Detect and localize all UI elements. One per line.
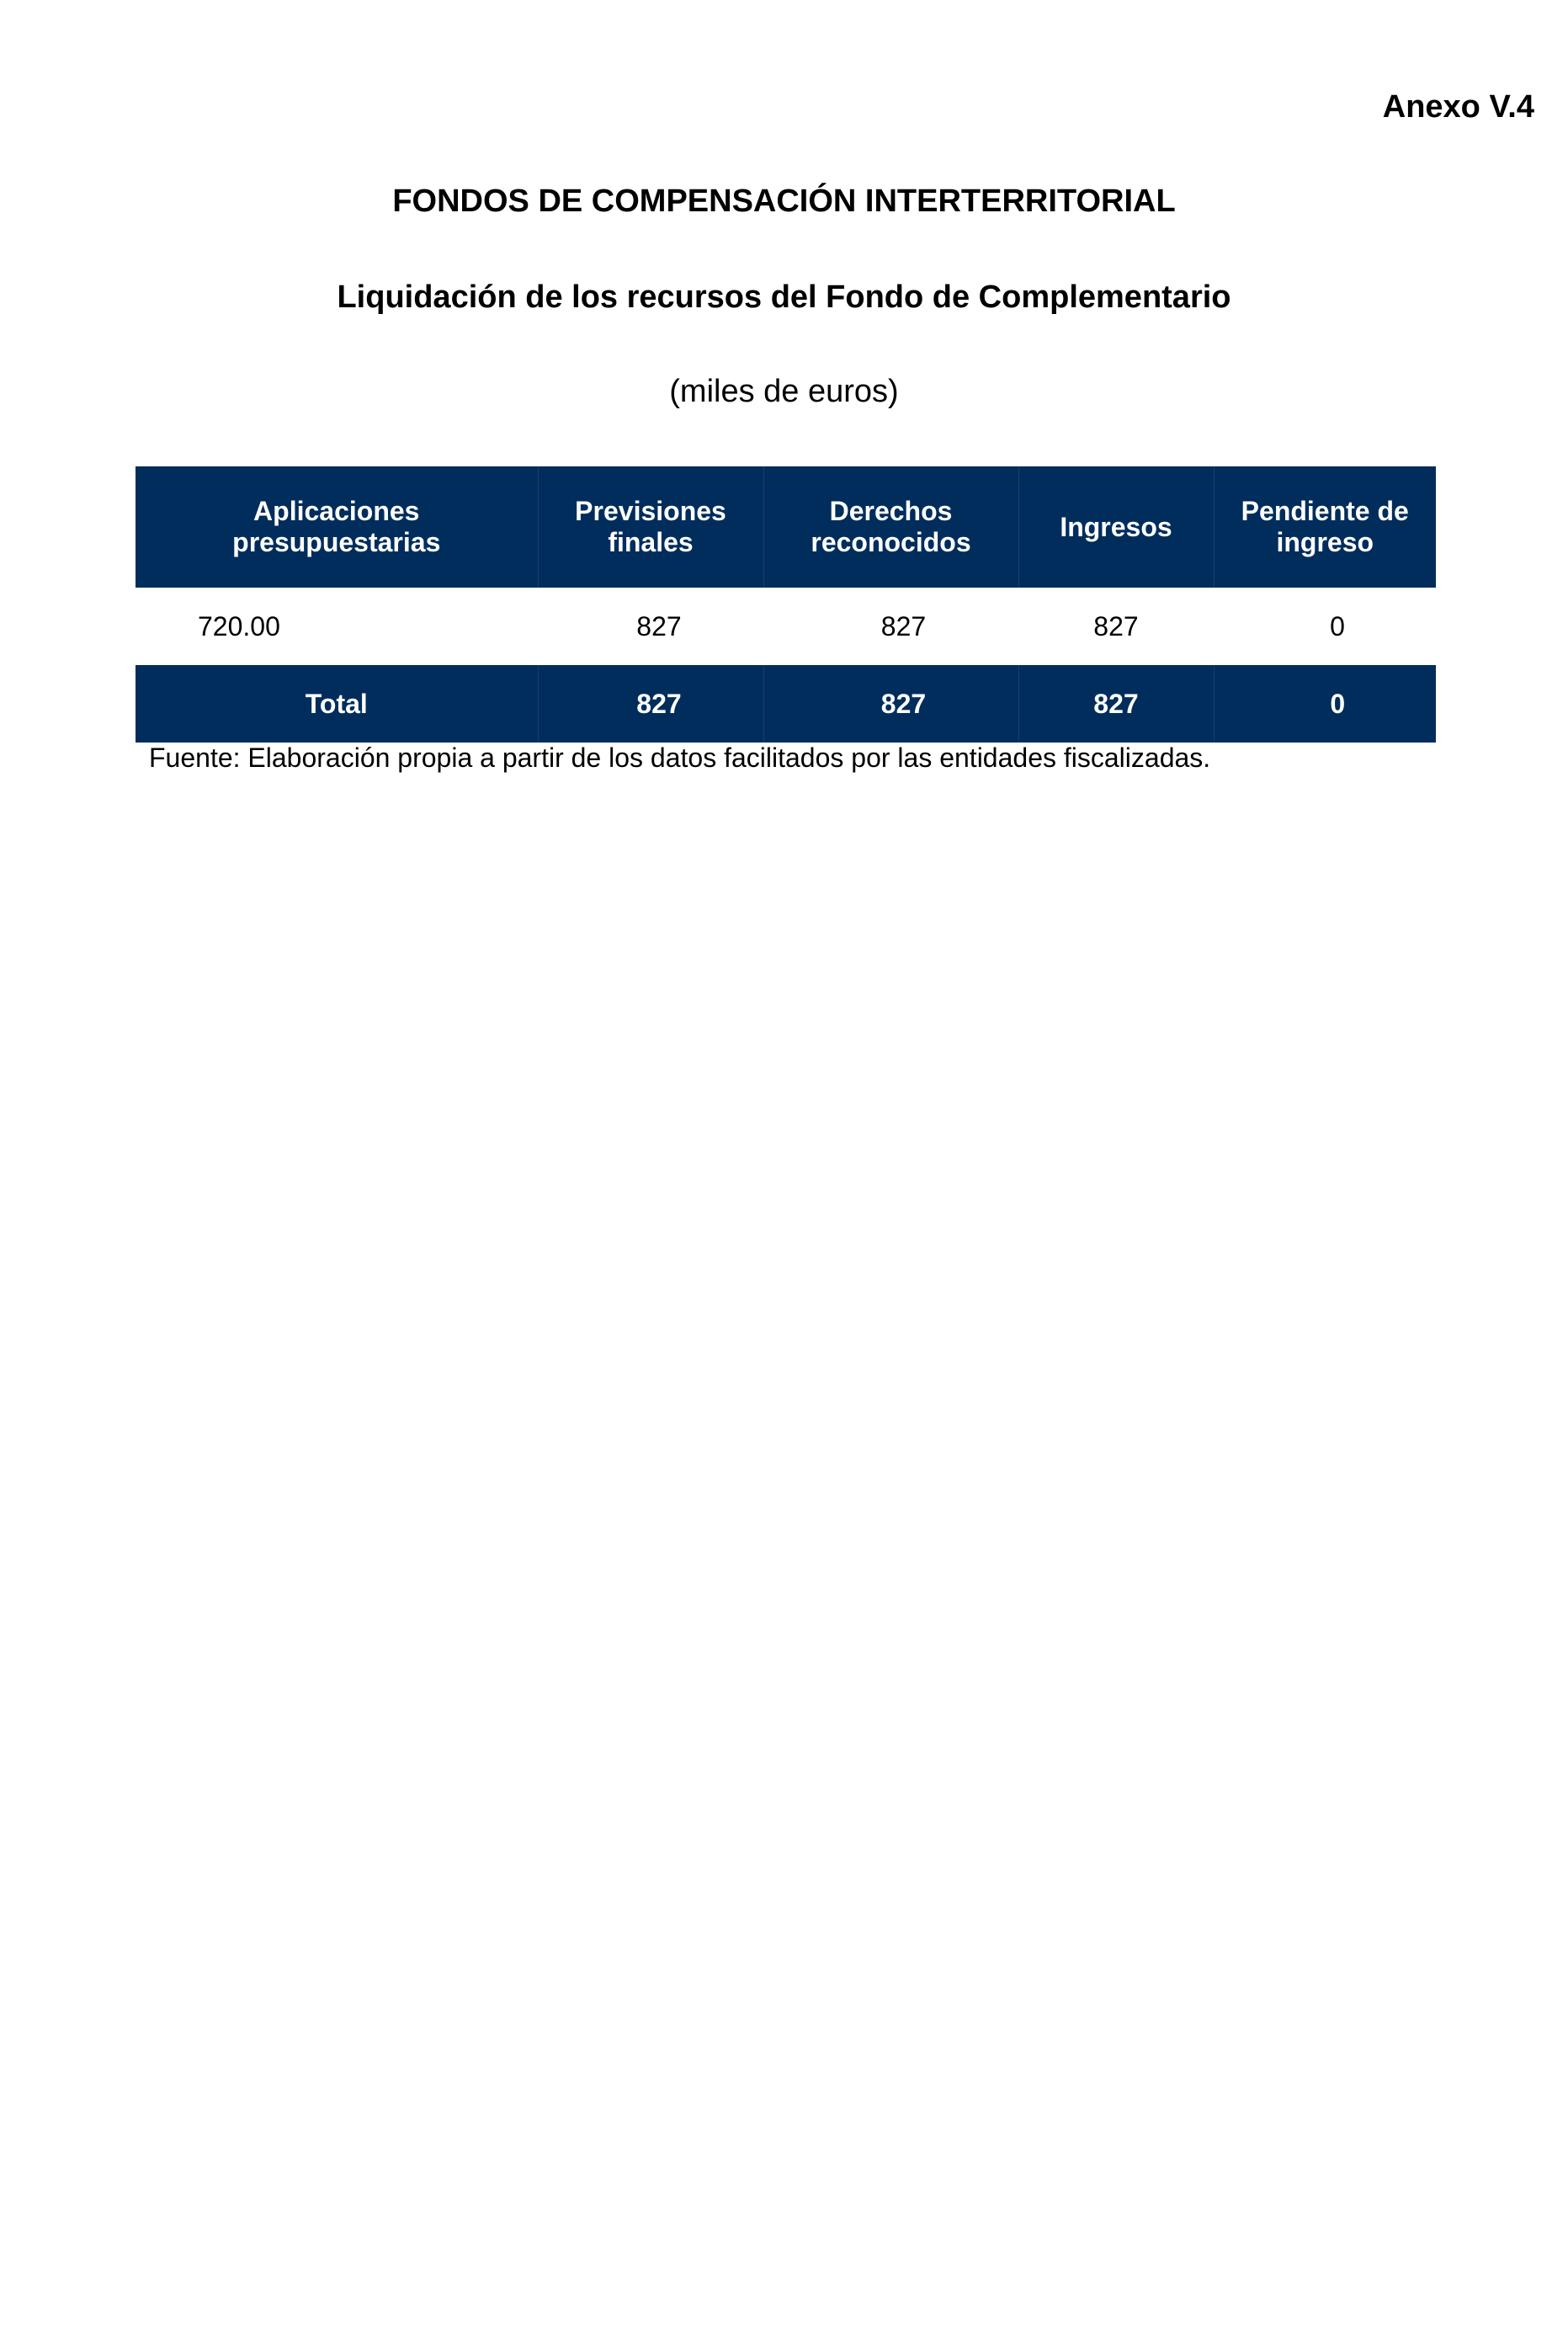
header-line: Derechos: [829, 496, 953, 526]
cell-previsiones: 827: [636, 610, 682, 641]
header-ingresos: [1018, 466, 1214, 588]
total-row: [136, 665, 1436, 743]
total-label: Total: [136, 665, 538, 743]
header-pendiente: [1214, 466, 1436, 588]
liquidation-table-container: [136, 466, 1436, 743]
header-previsiones: [538, 466, 763, 588]
total-pendiente: 0: [1214, 665, 1436, 743]
header-line: Pendiente de: [1241, 496, 1409, 526]
page-title: FONDOS DE COMPENSACIÓN INTERTERRITORIAL: [392, 184, 1176, 219]
total-previsiones: 827: [538, 665, 763, 743]
header-line: reconocidos: [811, 527, 971, 557]
header-derechos: [763, 466, 1018, 588]
total-derechos: 827: [763, 665, 1018, 743]
page-subtitle: Liquidación de los recursos del Fondo de Complementario: [337, 279, 1231, 315]
units-label: (miles de euros): [669, 374, 899, 409]
cell-pendiente: 0: [1330, 610, 1345, 641]
header-line: Ingresos: [1060, 511, 1172, 542]
header-line: presupuestarias: [232, 527, 441, 557]
header-line: ingreso: [1276, 527, 1374, 557]
annex-label: Anexo V.4: [1382, 89, 1534, 125]
liquidation-table: [136, 466, 1436, 743]
table-footer: [136, 665, 1436, 743]
total-ingresos: 827: [1018, 665, 1214, 743]
table-body: [136, 588, 1436, 665]
header-row: [136, 466, 1436, 588]
cell-derechos: 827: [880, 610, 927, 641]
source-note: Fuente: Elaboración propia a partir de los datos facilitados por las entidades fiscalizadas.: [149, 743, 1211, 773]
table-header: [136, 466, 1436, 588]
table-row: [136, 588, 1436, 665]
cell-aplicacion: 720.00: [198, 610, 280, 641]
cell-ingresos: 827: [1093, 610, 1139, 641]
header-line: finales: [608, 527, 694, 557]
header-line: Aplicaciones: [253, 496, 420, 526]
header-aplicaciones: [136, 466, 538, 588]
header-line: Previsiones: [575, 496, 726, 526]
